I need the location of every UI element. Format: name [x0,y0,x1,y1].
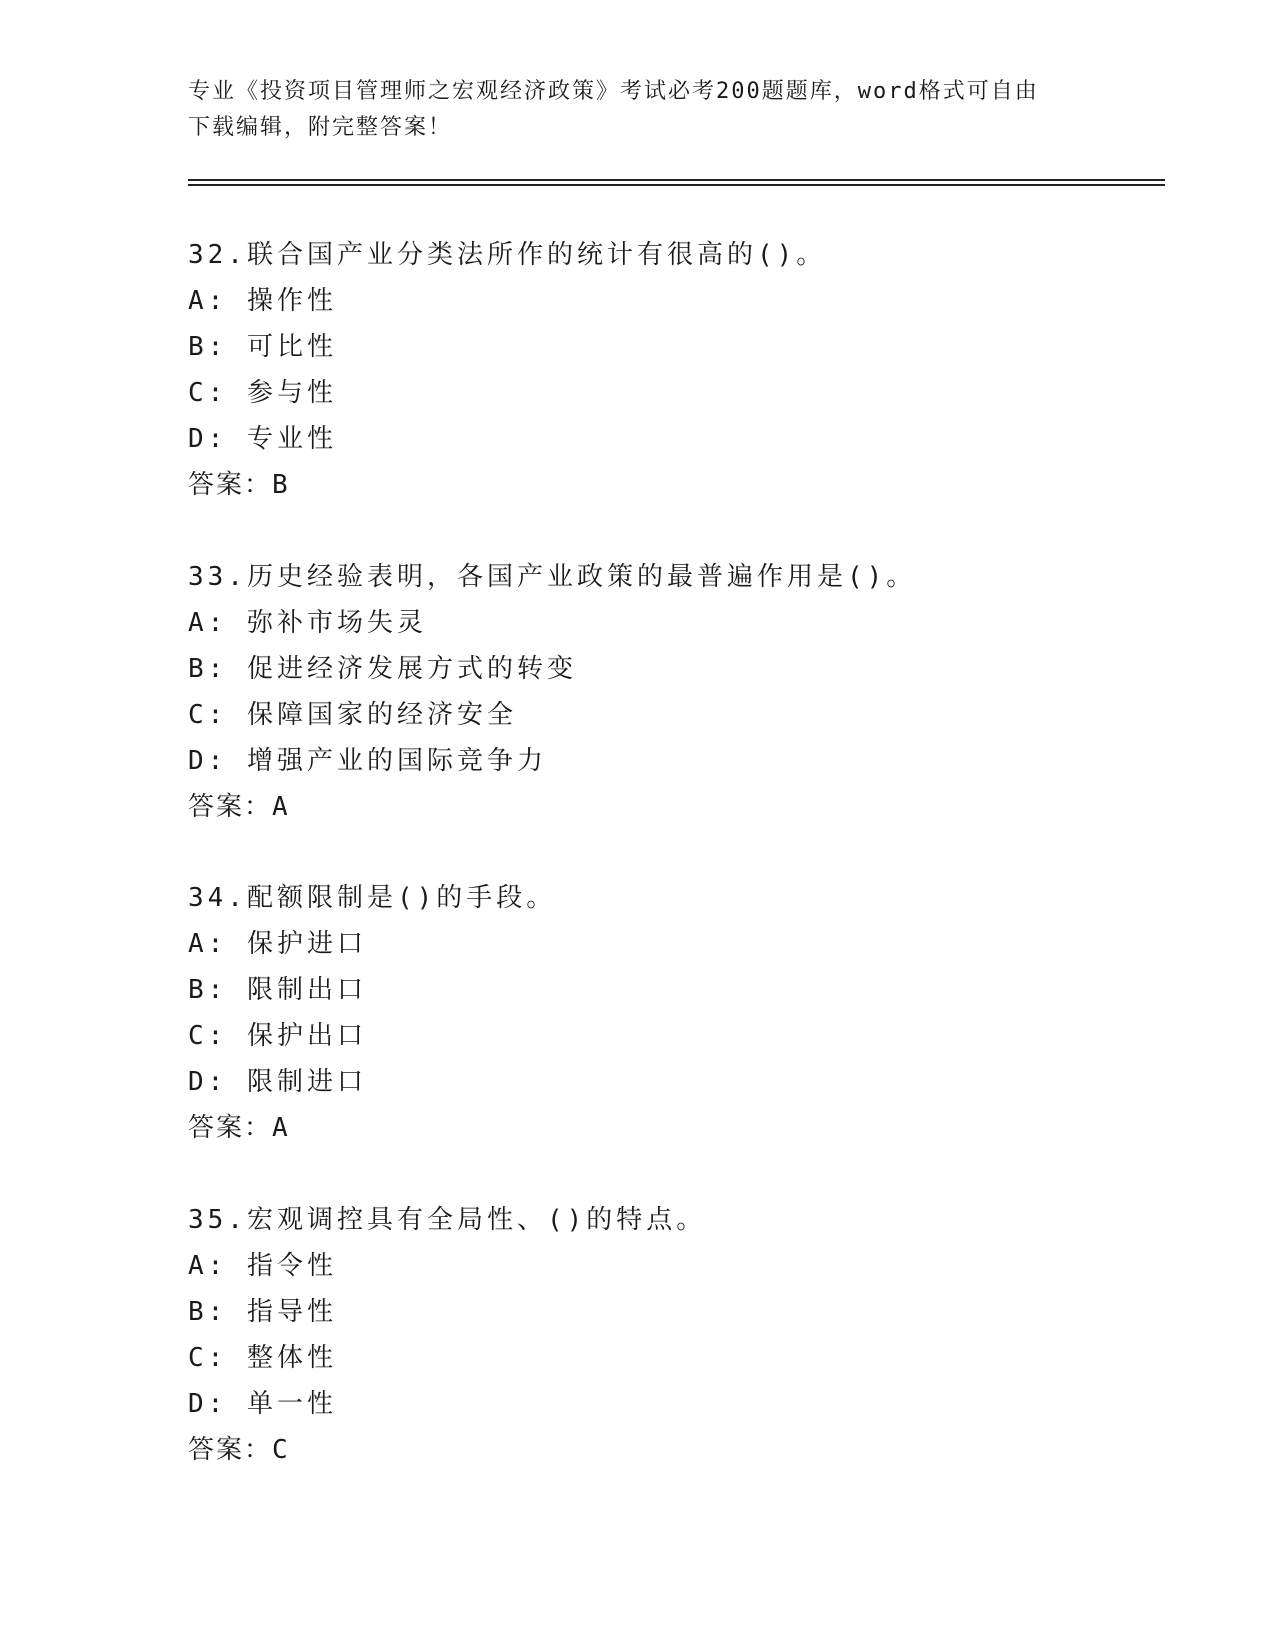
option-a: A: 指令性 [188,1251,337,1281]
header-divider-top [188,179,1165,181]
option-b: B: 限制出口 [188,975,367,1005]
option-b: B: 可比性 [188,332,337,362]
option-a: A: 弥补市场失灵 [188,608,427,638]
question-title: 34.配额限制是()的手段。 [188,883,557,913]
answer: 答案：A [188,1113,290,1143]
header-line-1: 专业《投资项目管理师之宏观经济政策》考试必考200题题库，word格式可自由 [188,79,1039,104]
option-d: D: 单一性 [188,1389,337,1419]
option-c: C: 保障国家的经济安全 [188,700,517,730]
question-title: 32.联合国产业分类法所作的统计有很高的()。 [188,240,827,270]
option-c: C: 参与性 [188,378,337,408]
option-c: C: 保护出口 [188,1021,367,1051]
option-a: A: 操作性 [188,286,337,316]
answer: 答案：C [188,1435,290,1465]
option-b: B: 指导性 [188,1297,337,1327]
option-b: B: 促进经济发展方式的转变 [188,654,577,684]
answer: 答案：B [188,470,290,500]
document-header [188,74,1088,146]
option-a: A: 保护进口 [188,929,367,959]
option-c: C: 整体性 [188,1343,337,1373]
option-d: D: 增强产业的国际竞争力 [188,746,547,776]
question-title: 35.宏观调控具有全局性、()的特点。 [188,1205,707,1235]
header-divider-bottom [188,184,1165,186]
option-d: D: 限制进口 [188,1067,367,1097]
option-d: D: 专业性 [188,424,337,454]
answer: 答案：A [188,792,290,822]
header-line-2: 下载编辑，附完整答案！ [188,115,453,140]
question-title: 33.历史经验表明，各国产业政策的最普遍作用是()。 [188,562,917,592]
